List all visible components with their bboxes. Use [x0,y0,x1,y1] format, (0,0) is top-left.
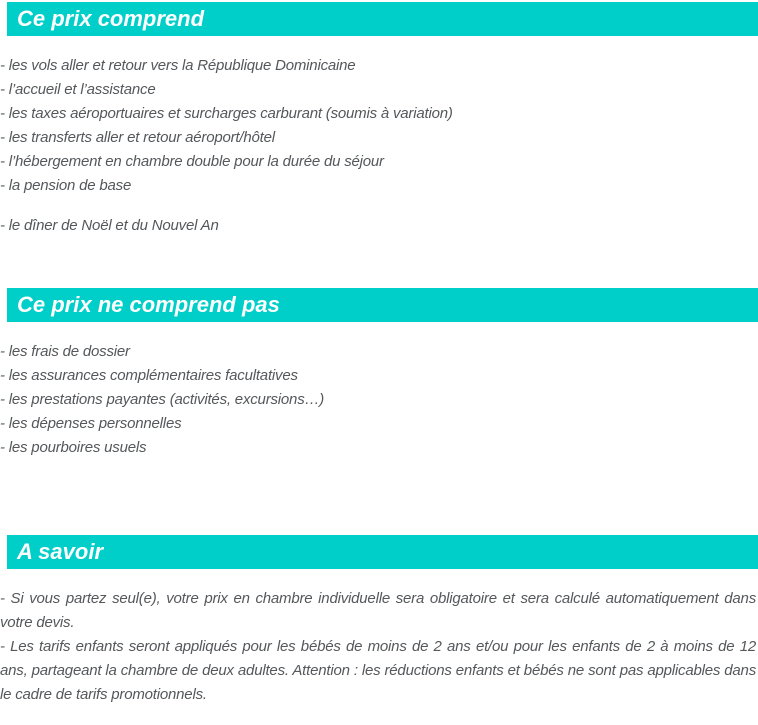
price-includes-list [0,54,758,238]
list-item: - les prestations payantes (activités, excursions…) [0,391,325,408]
note-paragraph: - Si vous partez seul(e), votre prix en chambre individuelle sera obligatoire et sera calculé automatiquement dans votre devis. [0,590,756,631]
list-item: - les taxes aéroportuaires et surcharges carburant (soumis à variation) [0,105,453,122]
section-price-includes [0,2,758,238]
list-item: - l’accueil et l’assistance [0,81,156,98]
list-item: - les dépenses personnelles [0,415,182,432]
price-excludes-list [0,340,758,460]
list-item: - les assurances complémentaires facultatives [0,367,298,384]
section-header-bar [7,535,758,569]
good-to-know-text [0,587,758,707]
section-title: A savoir [17,539,104,564]
note-paragraph: - Les tarifs enfants seront appliqués pour les bébés de moins de 2 ans et/ou pour les enfants de 2 à moins de 12 ans, partageant la chambre de deux adultes. Attention : les réductions enfants et bébés ne sont pas applicables dans le cadre de tarifs promotionnels. [0,638,756,703]
section-header-bar [7,2,758,36]
section-price-excludes [0,288,758,460]
list-item: - les vols aller et retour vers la République Dominicaine [0,57,356,74]
list-item: - les pourboires usuels [0,439,147,456]
list-item: - les frais de dossier [0,343,130,360]
section-header-bar [7,288,758,322]
section-good-to-know [0,535,758,707]
section-title: Ce prix ne comprend pas [17,292,280,317]
price-info-page [0,2,758,707]
section-title: Ce prix comprend [17,6,205,31]
list-item: - les transferts aller et retour aéroport/hôtel [0,129,275,146]
list-item: - la pension de base [0,177,132,194]
list-item: - l’hébergement en chambre double pour la durée du séjour [0,153,384,170]
list-item: - le dîner de Noël et du Nouvel An [0,217,219,234]
